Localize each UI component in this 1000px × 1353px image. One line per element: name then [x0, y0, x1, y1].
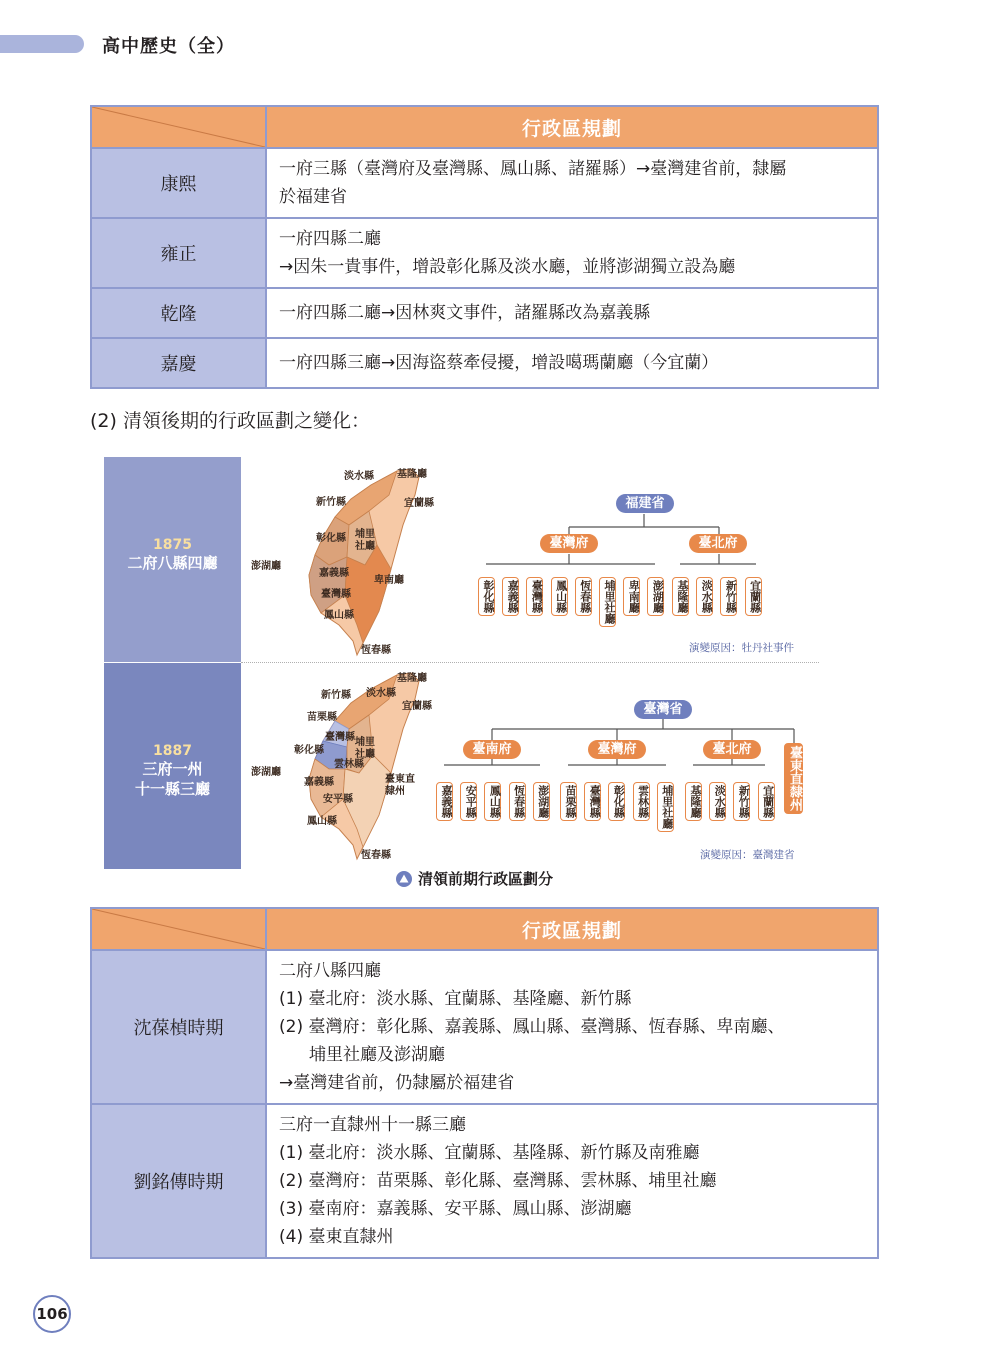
map-label: 彰化縣 [294, 745, 324, 756]
period-name-line: 三府一州 [142, 760, 203, 778]
era-cell: 雍正 [91, 218, 266, 288]
tree-fu: 臺灣府 [588, 740, 646, 759]
tree-leaf: 卑南廳 [623, 577, 640, 616]
map-label: 淡水縣 [366, 688, 396, 699]
tree-fu: 臺南府 [463, 740, 521, 759]
period-name: 二府八縣四廳 [127, 554, 218, 572]
desc-line: (3) 臺南府：嘉義縣、安平縣、鳳山縣、澎湖廳 [279, 1199, 632, 1219]
desc-line: (1) 臺北府：淡水縣、宜蘭縣、基隆廳、新竹縣 [279, 989, 632, 1009]
map-label: 鳳山縣 [307, 816, 337, 827]
tree-leaf: 鳳山縣 [551, 577, 568, 616]
tree-leaf: 新竹縣 [720, 577, 737, 616]
tree-leaf: 宜蘭縣 [758, 782, 775, 821]
figure-caption [396, 868, 553, 889]
desc-line: →因朱一貴事件，增設彰化縣及淡水廳，並將澎湖獨立設為廳 [279, 257, 736, 277]
admin-change-figure [104, 457, 819, 869]
map-label: 臺灣縣 [321, 589, 351, 600]
desc-line: 埔里社廳及澎湖廳 [309, 1045, 445, 1065]
map-label: 宜蘭縣 [402, 701, 432, 712]
section-subtitle: (2) 清領後期的行政區劃之變化： [90, 410, 370, 432]
desc-line: 於福建省 [279, 187, 347, 207]
map-label: 雲林縣 [334, 759, 364, 770]
map-label: 宜蘭縣 [404, 498, 434, 509]
table-head: 行政區規劃 [266, 908, 878, 950]
tree-fu: 臺灣府 [540, 534, 598, 553]
map-label: 恆春縣 [361, 850, 391, 861]
desc-line: 三府一直隸州十一縣三廳 [279, 1115, 466, 1135]
desc-line: (4) 臺東直隸州 [279, 1227, 394, 1247]
tree-root-fujian: 福建省 [616, 494, 674, 513]
desc-line: 二府八縣四廳 [279, 961, 381, 981]
map-label: 彰化縣 [316, 533, 346, 544]
map-label: 卑南廳 [374, 575, 404, 586]
tree-leaf: 基隆廳 [672, 577, 689, 616]
map-label: 鳳山縣 [324, 610, 354, 621]
tree-leaf: 恆春縣 [575, 577, 592, 616]
tree-leaf: 雲林縣 [633, 782, 650, 821]
table-head: 行政區規劃 [266, 106, 878, 148]
era-cell: 沈葆楨時期 [91, 950, 266, 1104]
table-corner [91, 106, 266, 148]
table-corner [91, 908, 266, 950]
tree-root-taiwan: 臺灣省 [634, 700, 692, 719]
page-number: 106 [33, 1295, 71, 1333]
tree-leaf: 基隆廳 [685, 782, 702, 821]
desc-line: →臺灣建省前，仍隸屬於福建省 [279, 1073, 515, 1093]
period-band-1887 [104, 663, 241, 869]
desc-line: 一府四縣二廳→因林爽文事件，諸羅縣改為嘉義縣 [279, 303, 651, 323]
map-label: 臺東直隸州 [385, 774, 415, 797]
map-label: 埔里社廳 [355, 737, 375, 760]
desc-cell [266, 218, 878, 288]
tree-leaf: 臺灣縣 [584, 782, 601, 821]
map-label: 基隆廳 [397, 673, 427, 684]
map-label: 恆春縣 [361, 645, 391, 656]
desc-cell [266, 148, 878, 218]
tree-leaf: 宜蘭縣 [745, 577, 762, 616]
caption-text: 清領前期行政區劃分 [418, 870, 554, 888]
map-label: 澎湖廳 [251, 561, 281, 572]
era-cell: 嘉慶 [91, 338, 266, 388]
tree-leaf: 澎湖廳 [533, 782, 550, 821]
desc-cell [266, 288, 878, 338]
book-title: 高中歷史（全） [102, 36, 235, 57]
header-bar [0, 35, 84, 53]
change-reason: 演變原因：臺灣建省 [700, 849, 795, 861]
period-year: 1875 [153, 537, 192, 553]
map-label: 安平縣 [323, 794, 353, 805]
change-reason: 演變原因：牡丹社事件 [689, 642, 794, 654]
era-cell: 康熙 [91, 148, 266, 218]
map-label: 嘉義縣 [304, 777, 334, 788]
desc-line: (2) 臺灣府：苗栗縣、彰化縣、臺灣縣、雲林縣、埔里社廳 [279, 1171, 717, 1191]
map-label: 嘉義縣 [319, 568, 349, 579]
desc-cell [266, 1104, 878, 1258]
desc-cell [266, 950, 878, 1104]
map-label: 新竹縣 [321, 690, 351, 701]
map-label: 埔里社廳 [355, 529, 375, 552]
tree-leaf: 臺灣縣 [526, 577, 543, 616]
tree-leaf: 淡水縣 [696, 577, 713, 616]
tree-leaf: 恆春縣 [509, 782, 526, 821]
tree-fu: 臺北府 [703, 740, 761, 759]
tree-leaf: 埔里社廳 [599, 577, 616, 627]
era-cell: 劉銘傳時期 [91, 1104, 266, 1258]
map-label: 新竹縣 [316, 497, 346, 508]
period-name-line: 十一縣三廳 [134, 780, 210, 798]
tree-leaf: 澎湖廳 [647, 577, 664, 616]
map-label: 澎湖廳 [251, 767, 281, 778]
tree-leaf: 新竹縣 [733, 782, 750, 821]
map-label: 臺灣縣 [325, 732, 355, 743]
desc-line: (1) 臺北府：淡水縣、宜蘭縣、基隆縣、新竹縣及南雅廳 [279, 1143, 700, 1163]
tree-leaf: 淡水縣 [709, 782, 726, 821]
desc-line: 一府三縣（臺灣府及臺灣縣、鳳山縣、諸羅縣）→臺灣建省前，隸屬 [279, 159, 787, 179]
map-label: 基隆廳 [397, 469, 427, 480]
era-cell: 乾隆 [91, 288, 266, 338]
triangle-up-icon [396, 871, 412, 887]
qing-early-admin-table [90, 105, 879, 389]
tree-leaf: 鳳山縣 [484, 782, 501, 821]
desc-line: 一府四縣二廳 [279, 229, 381, 249]
tree-leaf: 嘉義縣 [502, 577, 519, 616]
tree-leaf: 安平縣 [460, 782, 477, 821]
tree-fu: 臺北府 [689, 534, 747, 553]
tree-leaf: 埔里社廳 [657, 782, 674, 832]
map-label: 淡水縣 [344, 471, 374, 482]
tree-zhou-taitung: 臺東直隸州 [784, 743, 803, 814]
tree-leaf: 彰化縣 [478, 577, 495, 616]
period-year: 1887 [153, 743, 192, 759]
tree-leaf: 嘉義縣 [436, 782, 453, 821]
tree-leaf: 苗栗縣 [560, 782, 577, 821]
tree-leaf: 彰化縣 [608, 782, 625, 821]
desc-line: 一府四縣三廳→因海盜蔡牽侵擾，增設噶瑪蘭廳（今宜蘭） [279, 353, 719, 373]
desc-cell [266, 338, 878, 388]
period-divider [241, 662, 819, 663]
period-band-1875 [104, 457, 241, 662]
desc-line: (2) 臺灣府：彰化縣、嘉義縣、鳳山縣、臺灣縣、恆春縣、卑南廳、 [279, 1017, 785, 1037]
qing-late-admin-table [90, 907, 879, 1259]
map-label: 苗栗縣 [307, 712, 337, 723]
